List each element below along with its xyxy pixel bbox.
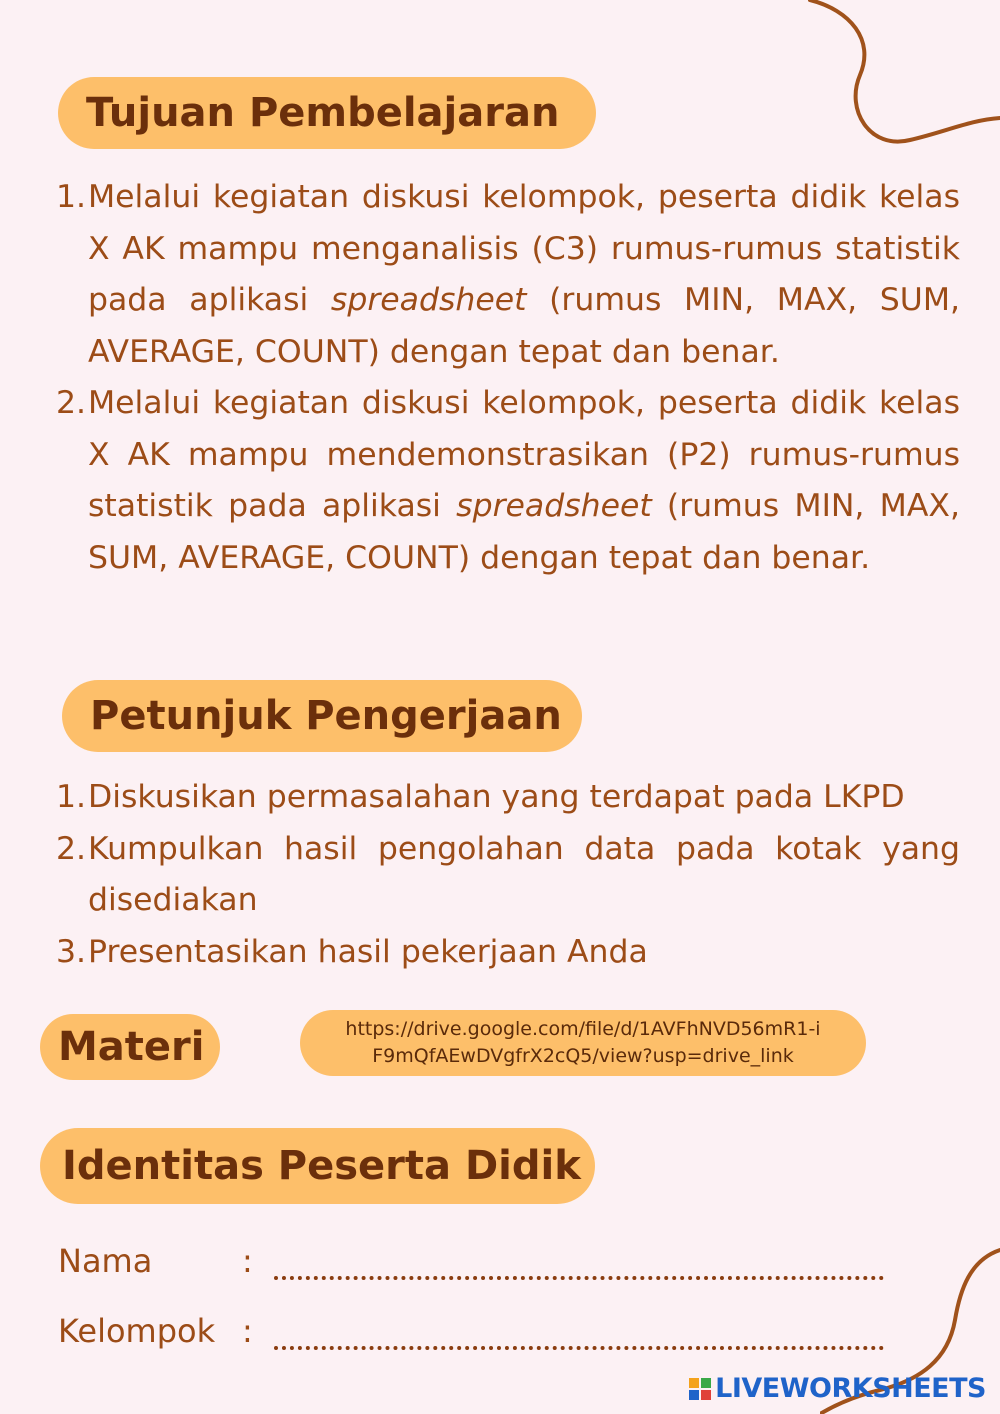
section-title-materi: Materi — [40, 1014, 220, 1080]
field-colon: : — [242, 1242, 253, 1280]
nama-input-line[interactable] — [274, 1276, 884, 1280]
list-item: 3. Presentasikan hasil pekerjaan Anda — [50, 927, 960, 979]
decorative-curve-top — [780, 0, 1000, 160]
petunjuk-list — [50, 772, 960, 978]
kelompok-input-line[interactable] — [274, 1346, 884, 1350]
section-title-identitas: Identitas Peserta Didik — [40, 1128, 595, 1204]
list-item: 2. Melalui kegiatan diskusi kelompok, peserta didik kelas X AK mampu mendemonstrasikan (P2) rumus-rumus statistik pada aplikasi spreadsheet (rumus MIN, MAX, SUM, AVERAGE, COUNT) dengan tepat dan benar. — [50, 378, 960, 584]
list-number: 3. — [55, 933, 86, 970]
liveworksheets-brand: LIVEWORKSHEETS — [689, 1373, 986, 1404]
list-item: 1. Diskusikan permasalahan yang terdapat pada LKPD — [50, 772, 960, 824]
materi-link-text[interactable]: https://drive.google.com/file/d/1AVFhNVD56mR1-iF9mQfAEwDVgfrX2cQ5/view?usp=drive_link — [345, 1018, 821, 1067]
list-number: 2. — [55, 385, 86, 421]
section-title-tujuan: Tujuan Pembelajaran — [58, 77, 596, 149]
list-item: 1. Melalui kegiatan diskusi kelompok, peserta didik kelas X AK mampu menganalisis (C3) rumus-rumus statistik pada aplikasi spreadsheet (rumus MIN, MAX, SUM, AVERAGE, COUNT) dengan tepat dan benar. — [50, 172, 960, 378]
field-colon: : — [242, 1312, 253, 1350]
list-number: 1. — [55, 179, 86, 215]
section-title-petunjuk: Petunjuk Pengerjaan — [62, 680, 582, 752]
field-label-kelompok: Kelompok — [58, 1312, 216, 1350]
materi-link[interactable] — [300, 1010, 866, 1076]
field-label-nama: Nama — [58, 1242, 153, 1280]
list-number: 2. — [55, 830, 86, 867]
tujuan-list — [50, 172, 960, 584]
liveworksheets-logo-icon — [689, 1378, 711, 1400]
list-item: 2. Kumpulkan hasil pengolahan data pada kotak yang disediakan — [50, 824, 960, 927]
list-number: 1. — [55, 779, 86, 815]
